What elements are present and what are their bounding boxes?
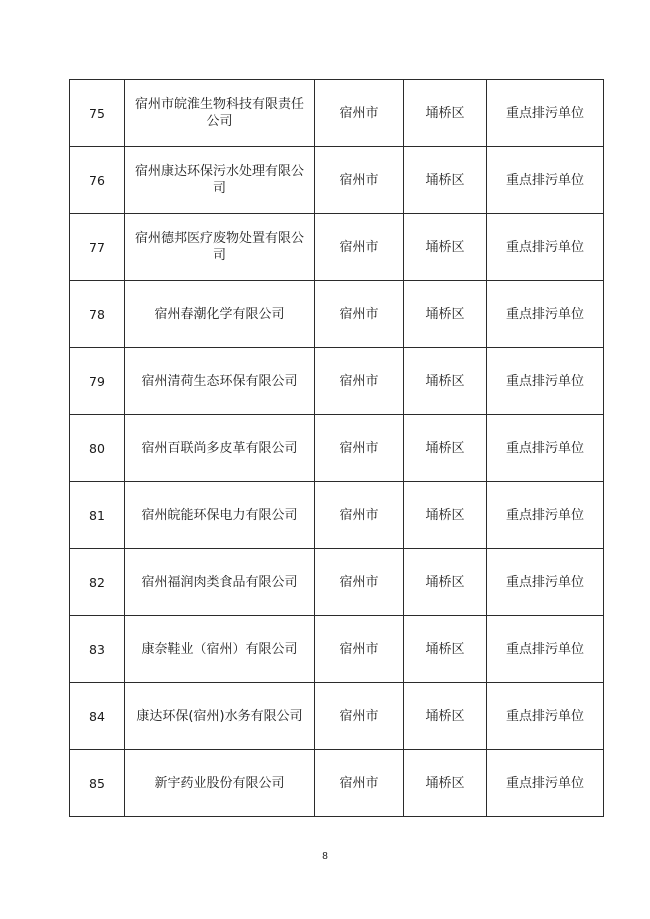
table-row [70,415,604,482]
district: 埇桥区 [404,348,487,415]
city: 宿州市 [315,482,404,549]
city: 宿州市 [315,348,404,415]
row-number: 75 [70,80,125,147]
unit-type: 重点排污单位 [487,281,604,348]
unit-type: 重点排污单位 [487,549,604,616]
table-row [70,214,604,281]
company-name: 康奈鞋业（宿州）有限公司 [125,616,315,683]
unit-type: 重点排污单位 [487,482,604,549]
row-number: 79 [70,348,125,415]
district: 埇桥区 [404,549,487,616]
city: 宿州市 [315,683,404,750]
city: 宿州市 [315,80,404,147]
unit-type: 重点排污单位 [487,147,604,214]
district: 埇桥区 [404,80,487,147]
row-number: 80 [70,415,125,482]
table-row [70,549,604,616]
table-row [70,80,604,147]
page-number: 8 [322,851,328,862]
table-row [70,281,604,348]
district: 埇桥区 [404,415,487,482]
district: 埇桥区 [404,214,487,281]
city: 宿州市 [315,147,404,214]
city: 宿州市 [315,214,404,281]
row-number: 85 [70,750,125,817]
district: 埇桥区 [404,616,487,683]
row-number: 77 [70,214,125,281]
company-name: 康达环保(宿州)水务有限公司 [125,683,315,750]
row-number: 76 [70,147,125,214]
city: 宿州市 [315,616,404,683]
unit-type: 重点排污单位 [487,214,604,281]
table-row [70,348,604,415]
city: 宿州市 [315,549,404,616]
row-number: 78 [70,281,125,348]
company-name: 宿州市皖淮生物科技有限责任公司 [125,80,315,147]
company-name: 宿州康达环保污水处理有限公司 [125,147,315,214]
unit-type: 重点排污单位 [487,80,604,147]
table-row [70,750,604,817]
company-name: 宿州皖能环保电力有限公司 [125,482,315,549]
row-number: 83 [70,616,125,683]
city: 宿州市 [315,281,404,348]
table-row [70,683,604,750]
district: 埇桥区 [404,281,487,348]
unit-type: 重点排污单位 [487,750,604,817]
company-name: 宿州德邦医疗废物处置有限公司 [125,214,315,281]
row-number: 82 [70,549,125,616]
district: 埇桥区 [404,147,487,214]
table-row [70,147,604,214]
city: 宿州市 [315,415,404,482]
unit-type: 重点排污单位 [487,683,604,750]
unit-type: 重点排污单位 [487,348,604,415]
unit-type: 重点排污单位 [487,415,604,482]
pollutant-unit-table [69,79,604,817]
row-number: 81 [70,482,125,549]
table-row [70,616,604,683]
table-row [70,482,604,549]
company-name: 宿州春潮化学有限公司 [125,281,315,348]
row-number: 84 [70,683,125,750]
district: 埇桥区 [404,482,487,549]
company-name: 新宇药业股份有限公司 [125,750,315,817]
district: 埇桥区 [404,683,487,750]
district: 埇桥区 [404,750,487,817]
company-name: 宿州福润肉类食品有限公司 [125,549,315,616]
unit-type: 重点排污单位 [487,616,604,683]
company-name: 宿州百联尚多皮革有限公司 [125,415,315,482]
company-name: 宿州清荷生态环保有限公司 [125,348,315,415]
city: 宿州市 [315,750,404,817]
